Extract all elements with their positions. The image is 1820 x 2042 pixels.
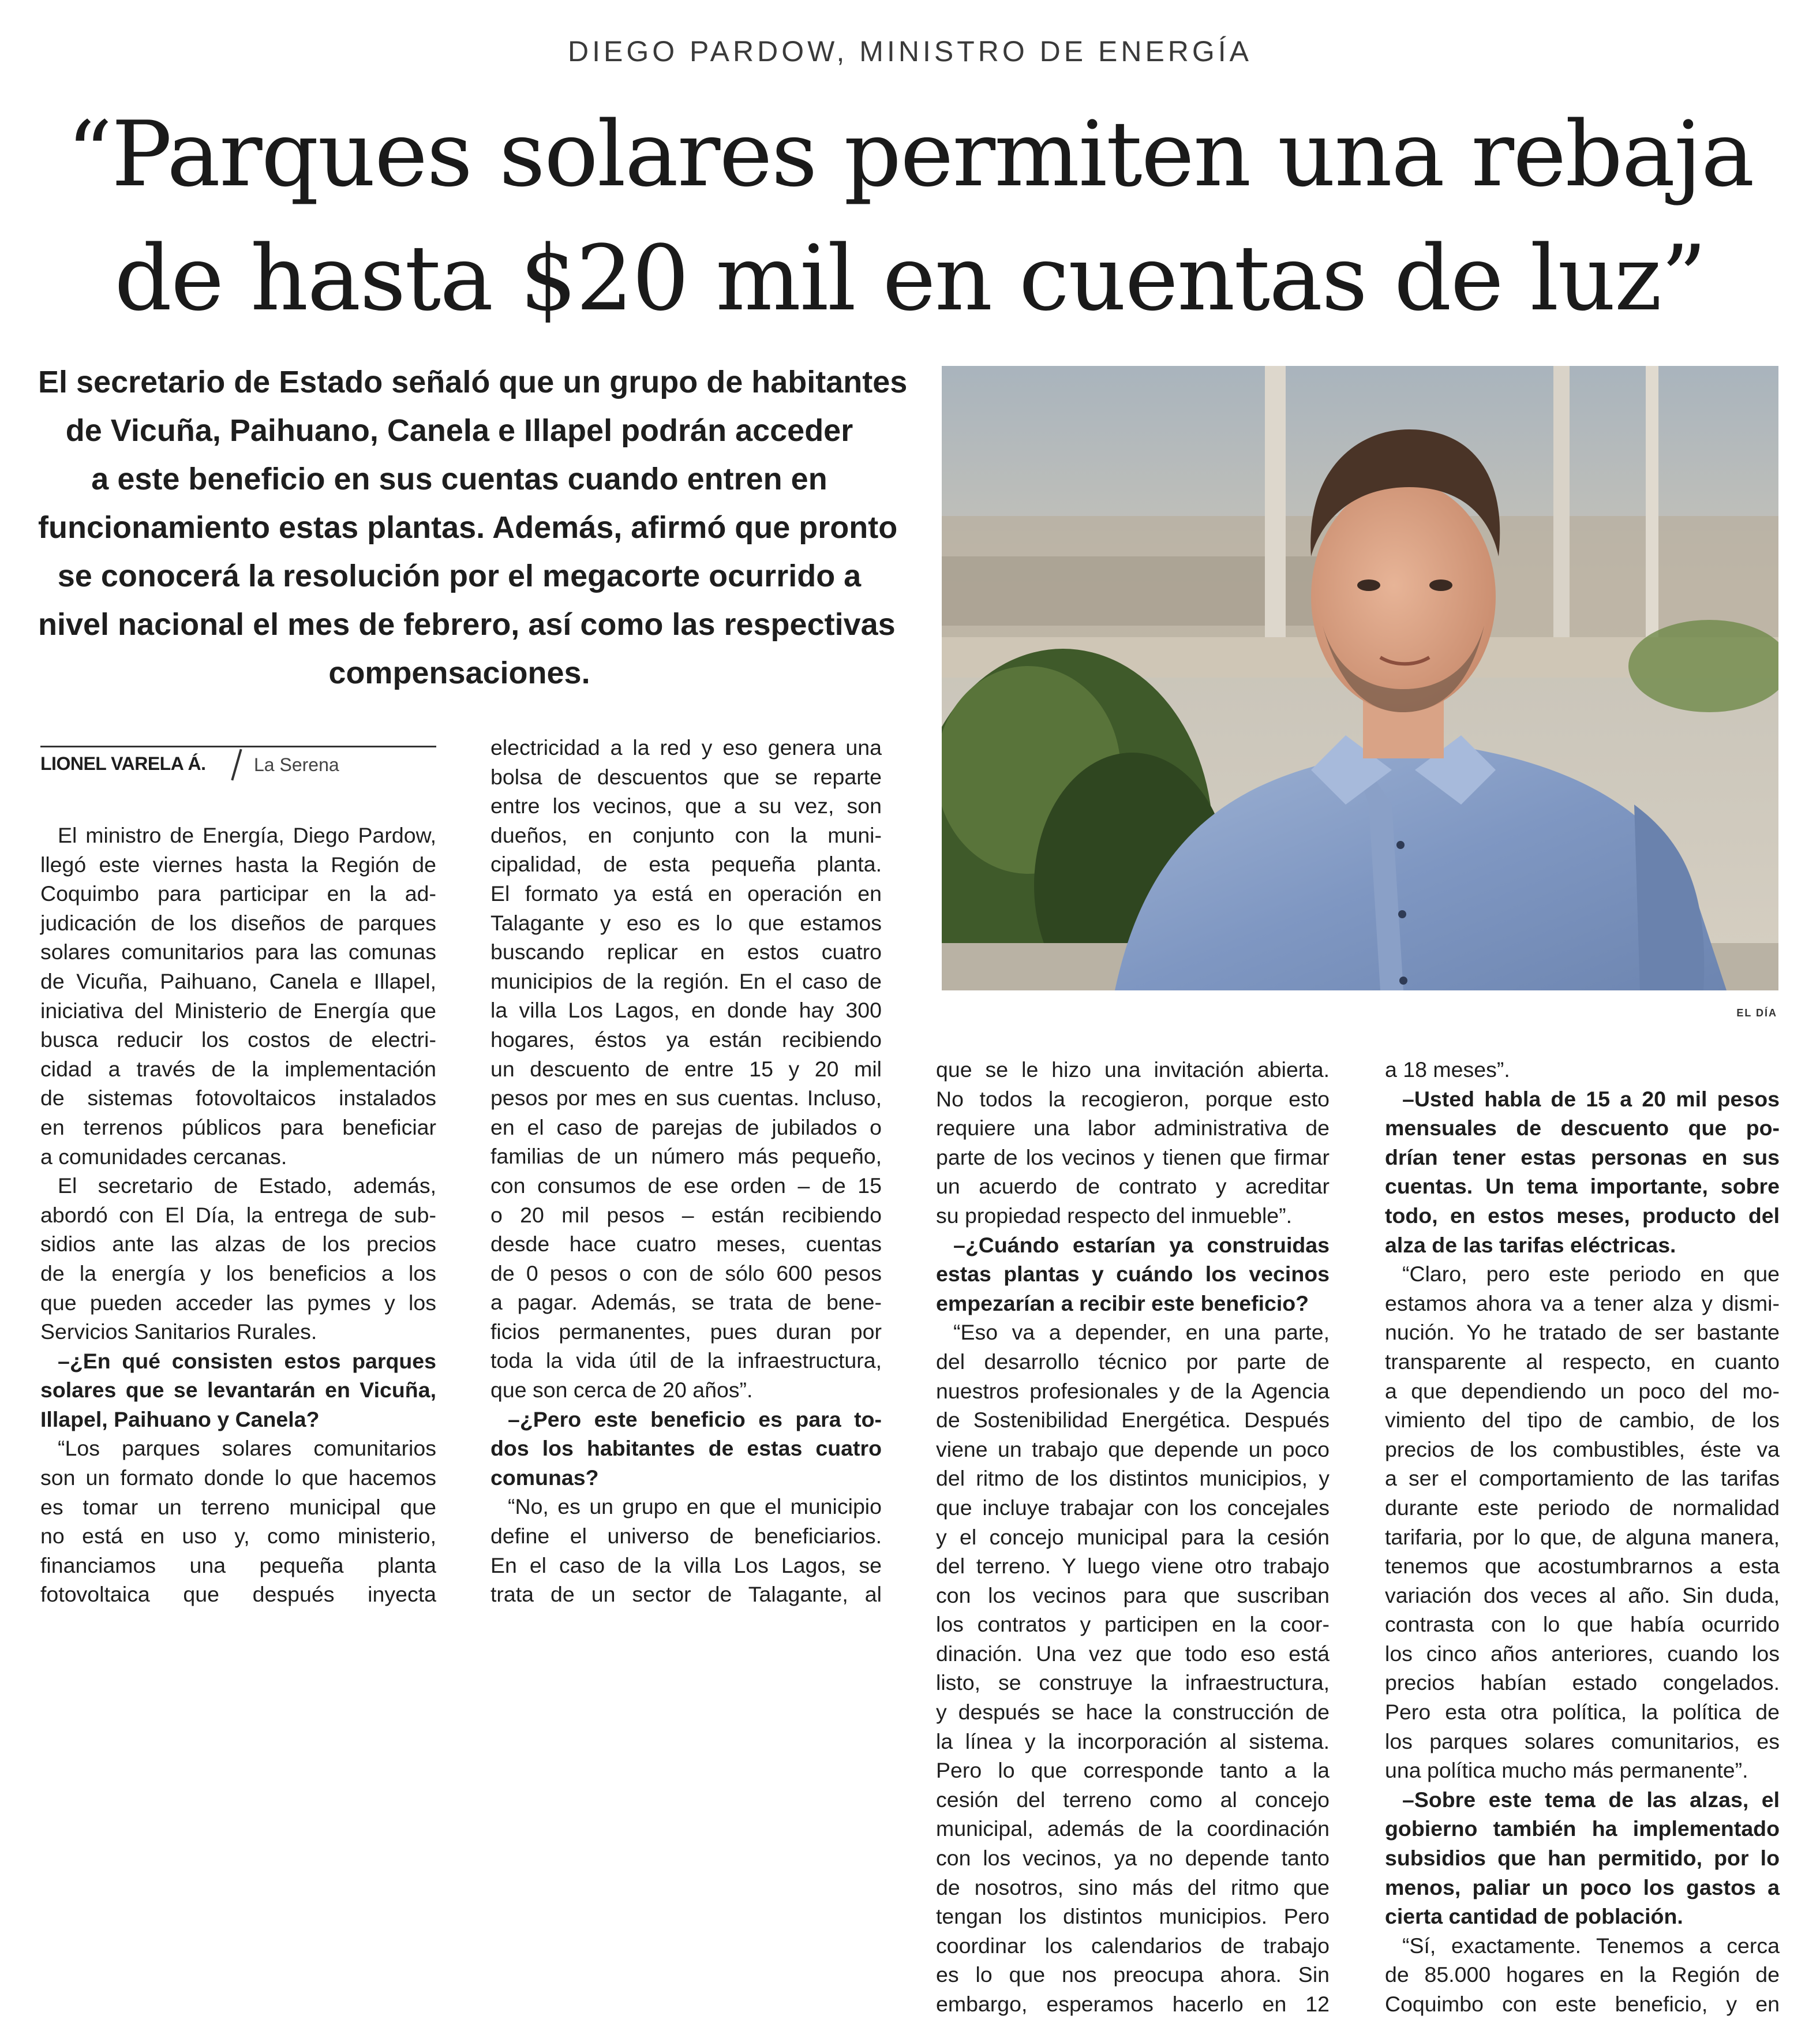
text-line: En el caso de la villa Los Lagos, se: [490, 1553, 882, 1577]
text-line: de sistemas fotovoltaicos instalados: [40, 1086, 436, 1110]
text-line: drían tener estas personas en sus: [1385, 1145, 1780, 1169]
text-line: cesión del terreno como al concejo: [936, 1787, 1330, 1812]
text-line: requiere una labor administrativa de: [936, 1116, 1330, 1140]
text-line: Servicios Sanitarios Rurales.: [40, 1319, 317, 1344]
text-line: entre los vecinos, que a su vez, son: [490, 794, 882, 818]
text-line: con consumos de ese orden – de 15: [490, 1173, 882, 1198]
text-line: nución. Yo he tratado de ser bastante: [1385, 1320, 1780, 1345]
text-line: precios de los combustibles, éste va: [1385, 1437, 1780, 1461]
text-line: “Sí, exactamente. Tenemos a cerca: [1402, 1933, 1780, 1958]
text-line: es tomar un terreno municipal que: [40, 1494, 436, 1519]
text-line: a comunidades cercanas.: [40, 1144, 287, 1169]
text-line: busca reducir los costos de electri-: [40, 1027, 436, 1052]
text-line: municipal, además de la coordinación: [936, 1816, 1330, 1841]
text-line: financiamos una pequeña planta: [40, 1553, 436, 1577]
text-line: es lo que nos preocupa ahora. Sin: [936, 1962, 1330, 1987]
text-line: la villa Los Lagos, en donde hay 300: [490, 998, 882, 1023]
text-line: alza de las tarifas eléctricas.: [1385, 1232, 1676, 1257]
text-line: desde hace cuatro meses, cuentas: [490, 1232, 882, 1256]
text-line: “Claro, pero este periodo en que: [1402, 1262, 1780, 1286]
text-line: variación dos veces al año. Sin duda,: [1385, 1583, 1780, 1607]
text-line: estamos ahora va a tener alza y dismi-: [1385, 1291, 1780, 1315]
text-line: dueños, en conjunto con la muni-: [490, 822, 882, 847]
text-line: que incluye trabajar con los concejales: [936, 1495, 1330, 1520]
text-line: que son cerca de 20 años”.: [490, 1378, 753, 1403]
lead-line: se conocerá la resolución por el megacorte ocurrido a: [57, 559, 862, 593]
text-line: coordinar los calendarios de trabajo: [936, 1933, 1330, 1958]
text-line: contrasta con lo que había ocurrido: [1385, 1612, 1780, 1637]
text-line: pesos por mes en sus cuentas. Incluso,: [490, 1086, 882, 1110]
text-line: en el caso de parejas de jubilados o: [490, 1115, 882, 1139]
text-line: en terrenos públicos para beneficiar: [40, 1115, 436, 1139]
text-line: iniciativa del Ministerio de Energía que: [40, 998, 436, 1023]
text-line: toda la vida útil de la infraestructura,: [490, 1348, 882, 1373]
text-line: bolsa de descuentos que se reparte: [490, 764, 882, 789]
headline: [35, 92, 1785, 341]
text-line: a que dependiendo un poco del mo-: [1385, 1378, 1780, 1403]
text-line: –¿Pero este beneficio es para to-: [508, 1407, 882, 1431]
text-line: –¿En qué consisten estos parques: [58, 1348, 436, 1373]
text-line: del desarrollo técnico por parte de: [936, 1349, 1330, 1374]
text-line: municipios de la región. En el caso de: [490, 968, 882, 993]
text-line: o 20 mil pesos – están recibiendo: [490, 1202, 882, 1227]
text-line: embargo, esperamos hacerlo en 12: [936, 1992, 1330, 2016]
text-line: un descuento de entre 15 y 20 mil: [490, 1056, 882, 1081]
text-line: llegó este viernes hasta la Región de: [40, 852, 436, 877]
text-line: todo, en estos meses, producto del: [1385, 1203, 1780, 1228]
text-line: cidad a través de la implementación: [40, 1056, 436, 1081]
text-line: subsidios que han permitido, por lo: [1385, 1846, 1780, 1871]
text-line: abordó con El Día, la entrega de sub-: [40, 1202, 436, 1227]
text-line: judicación de los diseños de parques: [40, 910, 436, 935]
text-line: un acuerdo de contrato y acreditar: [936, 1174, 1330, 1199]
text-line: a pagar. Además, se trata de bene-: [490, 1290, 882, 1315]
text-line: Pero esta otra política, la política de: [1385, 1700, 1780, 1725]
text-line: con los vecinos, ya no depende tanto: [936, 1846, 1330, 1871]
photo-credit: EL DÍA: [1736, 1007, 1777, 1019]
headline-line-2: de hasta $20 mil en cuentas de luz”: [114, 226, 1706, 331]
text-line: menos, paliar un poco los gastos a: [1385, 1875, 1780, 1899]
text-line: estas plantas y cuándo los vecinos: [936, 1262, 1330, 1286]
text-line: sidios ante las alzas de los precios: [40, 1232, 436, 1256]
text-line: tarifaria, por lo que, de alguna manera,: [1385, 1524, 1780, 1549]
text-line: Pero lo que corresponde tanto a la: [936, 1758, 1330, 1783]
text-line: gobierno también ha implementado: [1385, 1816, 1780, 1841]
text-line: que pueden acceder las pymes y los: [40, 1290, 436, 1315]
text-line: solares comunitarios para las comunas: [40, 940, 436, 964]
text-line: del terreno. Y luego viene otro trabajo: [936, 1554, 1330, 1579]
text-line: “No, es un grupo en que el municipio: [508, 1494, 882, 1519]
text-line: los contratos y participen en la coor-: [936, 1612, 1330, 1637]
text-line: y después se hace la construcción de: [936, 1700, 1330, 1725]
text-line: –¿Cuándo estarían ya construidas: [953, 1232, 1330, 1257]
text-line: –Usted habla de 15 a 20 mil pesos: [1402, 1086, 1780, 1111]
text-line: El ministro de Energía, Diego Pardow,: [58, 823, 436, 847]
text-line: “Los parques solares comunitarios: [58, 1436, 436, 1461]
article-column-4: [1385, 1055, 1780, 2019]
text-line: Coquimbo con este beneficio, y en: [1385, 1992, 1780, 2016]
text-line: transparente al respecto, en cuanto: [1385, 1349, 1780, 1374]
text-line: El secretario de Estado, además,: [58, 1173, 436, 1198]
text-line: trata de un sector de Talagante, al: [490, 1582, 882, 1607]
headline-line-1: “Parques solares permiten una rebaja: [66, 102, 1754, 207]
text-line: a ser el comportamiento de las tarifas: [1385, 1466, 1780, 1491]
text-line: con los vecinos para que suscriban: [936, 1583, 1330, 1607]
text-line: viene un trabajo que depende un poco: [936, 1437, 1330, 1461]
lead-line: a este beneficio en sus cuentas cuando entren en: [91, 462, 827, 496]
lead-line: compensaciones.: [328, 656, 590, 690]
text-line: precios habían estado congelados.: [1385, 1670, 1780, 1695]
lead-paragraph: [38, 358, 908, 697]
text-line: El formato ya está en operación en: [490, 881, 882, 906]
text-line: a 18 meses”.: [1385, 1057, 1510, 1082]
author-name: LIONEL VARELA Á.: [40, 753, 206, 774]
author-location: La Serena: [254, 754, 339, 775]
text-line: de 0 pesos o con de sólo 600 pesos: [490, 1261, 882, 1285]
text-line: una política mucho más permanente”.: [1385, 1758, 1748, 1783]
text-line: y el concejo municipal para la cesión: [936, 1524, 1330, 1549]
text-line: vimiento del tipo de cambio, de los: [1385, 1408, 1780, 1433]
text-line: dos los habitantes de estas cuatro: [490, 1436, 882, 1461]
text-line: No todos la recogieron, porque esto: [936, 1086, 1330, 1111]
text-line: Illapel, Paihuano y Canela?: [40, 1407, 320, 1431]
article-column-3: [936, 1055, 1330, 2019]
text-line: solares que se levantarán en Vicuña,: [40, 1378, 436, 1403]
text-line: Talagante y eso es lo que estamos: [490, 910, 882, 935]
text-line: fotovoltaica que después inyecta: [40, 1582, 436, 1607]
text-line: la línea y la incorporación al sistema.: [936, 1729, 1330, 1753]
text-line: hogares, éstos ya están recibiendo: [490, 1027, 882, 1052]
text-line: mensuales de descuento que po-: [1385, 1116, 1780, 1140]
text-line: listo, se construye la infraestructura,: [936, 1670, 1330, 1695]
text-line: familias de un número más pequeño,: [490, 1144, 882, 1169]
text-line: no está en uso y, como ministerio,: [40, 1524, 436, 1549]
article-column-1: [40, 821, 436, 1609]
lead-line: funcionamiento estas plantas. Además, afirmó que pronto: [38, 510, 898, 545]
text-line: del ritmo de los distintos municipios, y: [936, 1466, 1330, 1491]
text-line: su propiedad respecto del inmueble”.: [936, 1203, 1293, 1228]
text-line: tenemos que acostumbrarnos a esta: [1385, 1554, 1780, 1579]
text-line: que se le hizo una invitación abierta.: [936, 1057, 1330, 1082]
text-line: de 85.000 hogares en la Región de: [1385, 1962, 1780, 1987]
text-line: Coquimbo para participar en la ad-: [40, 881, 436, 906]
article-column-2: [490, 733, 882, 1609]
text-line: de Vicuña, Paihuano, Canela e Illapel,: [40, 968, 436, 993]
text-line: de nosotros, sino más del ritmo que: [936, 1875, 1330, 1899]
lead-line: El secretario de Estado señaló que un grupo de habitantes: [38, 365, 908, 399]
text-line: parte de los vecinos y tienen que firmar: [936, 1145, 1330, 1169]
text-line: cipalidad, de esta pequeña planta.: [490, 852, 882, 877]
lead-line: de Vicuña, Paihuano, Canela e Illapel podrán acceder: [65, 413, 853, 448]
text-line: de Sostenibilidad Energética. Después: [936, 1408, 1330, 1433]
portrait-photo: [942, 366, 1778, 990]
byline: [40, 753, 444, 788]
kicker: DIEGO PARDOW, MINISTRO DE ENERGÍA: [567, 35, 1253, 68]
text-line: los cinco años anteriores, cuando los: [1385, 1641, 1780, 1666]
text-line: ficios permanentes, pues duran por: [490, 1319, 882, 1344]
text-line: electricidad a la red y eso genera una: [490, 735, 882, 760]
text-line: dinación. Una vez que todo eso está: [936, 1641, 1330, 1666]
text-line: empezarían a recibir este beneficio?: [936, 1291, 1309, 1315]
text-line: tengan los distintos municipios. Pero: [936, 1904, 1330, 1929]
text-line: durante este periodo de normalidad: [1385, 1495, 1780, 1520]
text-line: define el universo de beneficiarios.: [490, 1524, 882, 1549]
text-line: cuentas. Un tema importante, sobre: [1385, 1174, 1780, 1199]
text-line: buscando replicar en estos cuatro: [490, 940, 882, 964]
text-line: cierta cantidad de población.: [1385, 1904, 1683, 1929]
text-line: los parques solares comunitarios, es: [1385, 1729, 1780, 1753]
text-line: de la energía y los beneficios a los: [40, 1261, 436, 1285]
text-line: nuestros profesionales y de la Agencia: [936, 1378, 1330, 1403]
text-line: son un formato donde lo que hacemos: [40, 1465, 436, 1490]
lead-line: nivel nacional el mes de febrero, así como las respectivas: [38, 607, 896, 642]
text-line: “Eso va a depender, en una parte,: [953, 1320, 1330, 1345]
text-line: –Sobre este tema de las alzas, el: [1402, 1787, 1780, 1812]
byline-divider: [231, 749, 242, 781]
byline-rule: [40, 746, 436, 747]
text-line: comunas?: [490, 1465, 599, 1490]
